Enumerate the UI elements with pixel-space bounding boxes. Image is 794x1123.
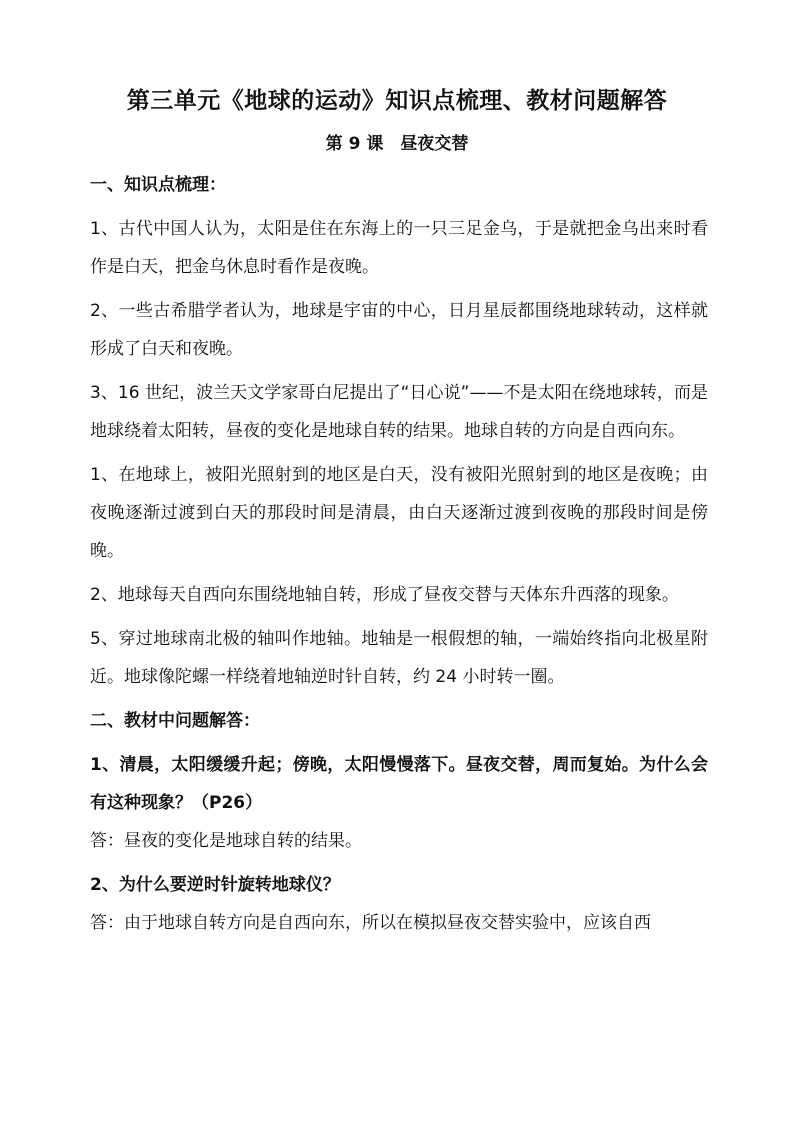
lesson-subtitle: 第 9 课 昼夜交替 (325, 134, 469, 154)
section-heading-knowledge: 一、知识点梳理： (90, 175, 226, 195)
knowledge-point: 2、地球每天自西向东围绕地轴自转，形成了昼夜交替与天体东升西落的现象。 (90, 585, 679, 605)
question-2: 2、为什么要逆时针旋转地球仪？ (90, 875, 340, 895)
answer-1: 答：昼夜的变化是地球自转的结果。 (90, 831, 362, 851)
knowledge-point: 3、16 世纪，波兰天文学家哥白尼提出了“日心说”——不是太阳在绕地球转，而是地球绕着太阳转，昼夜的变化是地球自转的结果。地球自转的方向是自西向东。 (90, 383, 708, 441)
knowledge-point: 1、古代中国人认为，太阳是住在东海上的一只三足金乌，于是就把金乌出来时看作是白天，把金乌休息时看作是夜晚。 (90, 219, 708, 277)
answer-2: 答：由于地球自转方向是自西向东，所以在模拟昼夜交替实验中，应该自西 (90, 913, 651, 933)
knowledge-point: 2、一些古希腊学者认为，地球是宇宙的中心，日月星辰都围绕地球转动，这样就形成了白天和夜晚。 (90, 301, 708, 359)
document-title: 第三单元《地球的运动》知识点梳理、教材问题解答 (126, 88, 668, 114)
document-body (90, 166, 708, 942)
section-heading-qa: 二、教材中问题解答： (90, 711, 260, 731)
knowledge-point: 5、穿过地球南北极的轴叫作地轴。地轴是一根假想的轴，一端始终指向北极星附近。地球像陀螺一样绕着地轴逆时针自转，约 24 小时转一圈。 (90, 629, 708, 687)
knowledge-point: 1、在地球上，被阳光照射到的地区是白天，没有被阳光照射到的地区是夜晚；由夜晚逐渐过渡到白天的那段时间是清晨，由白天逐渐过渡到夜晚的那段时间是傍晚。 (90, 465, 708, 561)
question-1: 1、清晨，太阳缓缓升起；傍晚，太阳慢慢落下。昼夜交替，周而复始。为什么会有这种现象？（P26） (90, 755, 708, 813)
